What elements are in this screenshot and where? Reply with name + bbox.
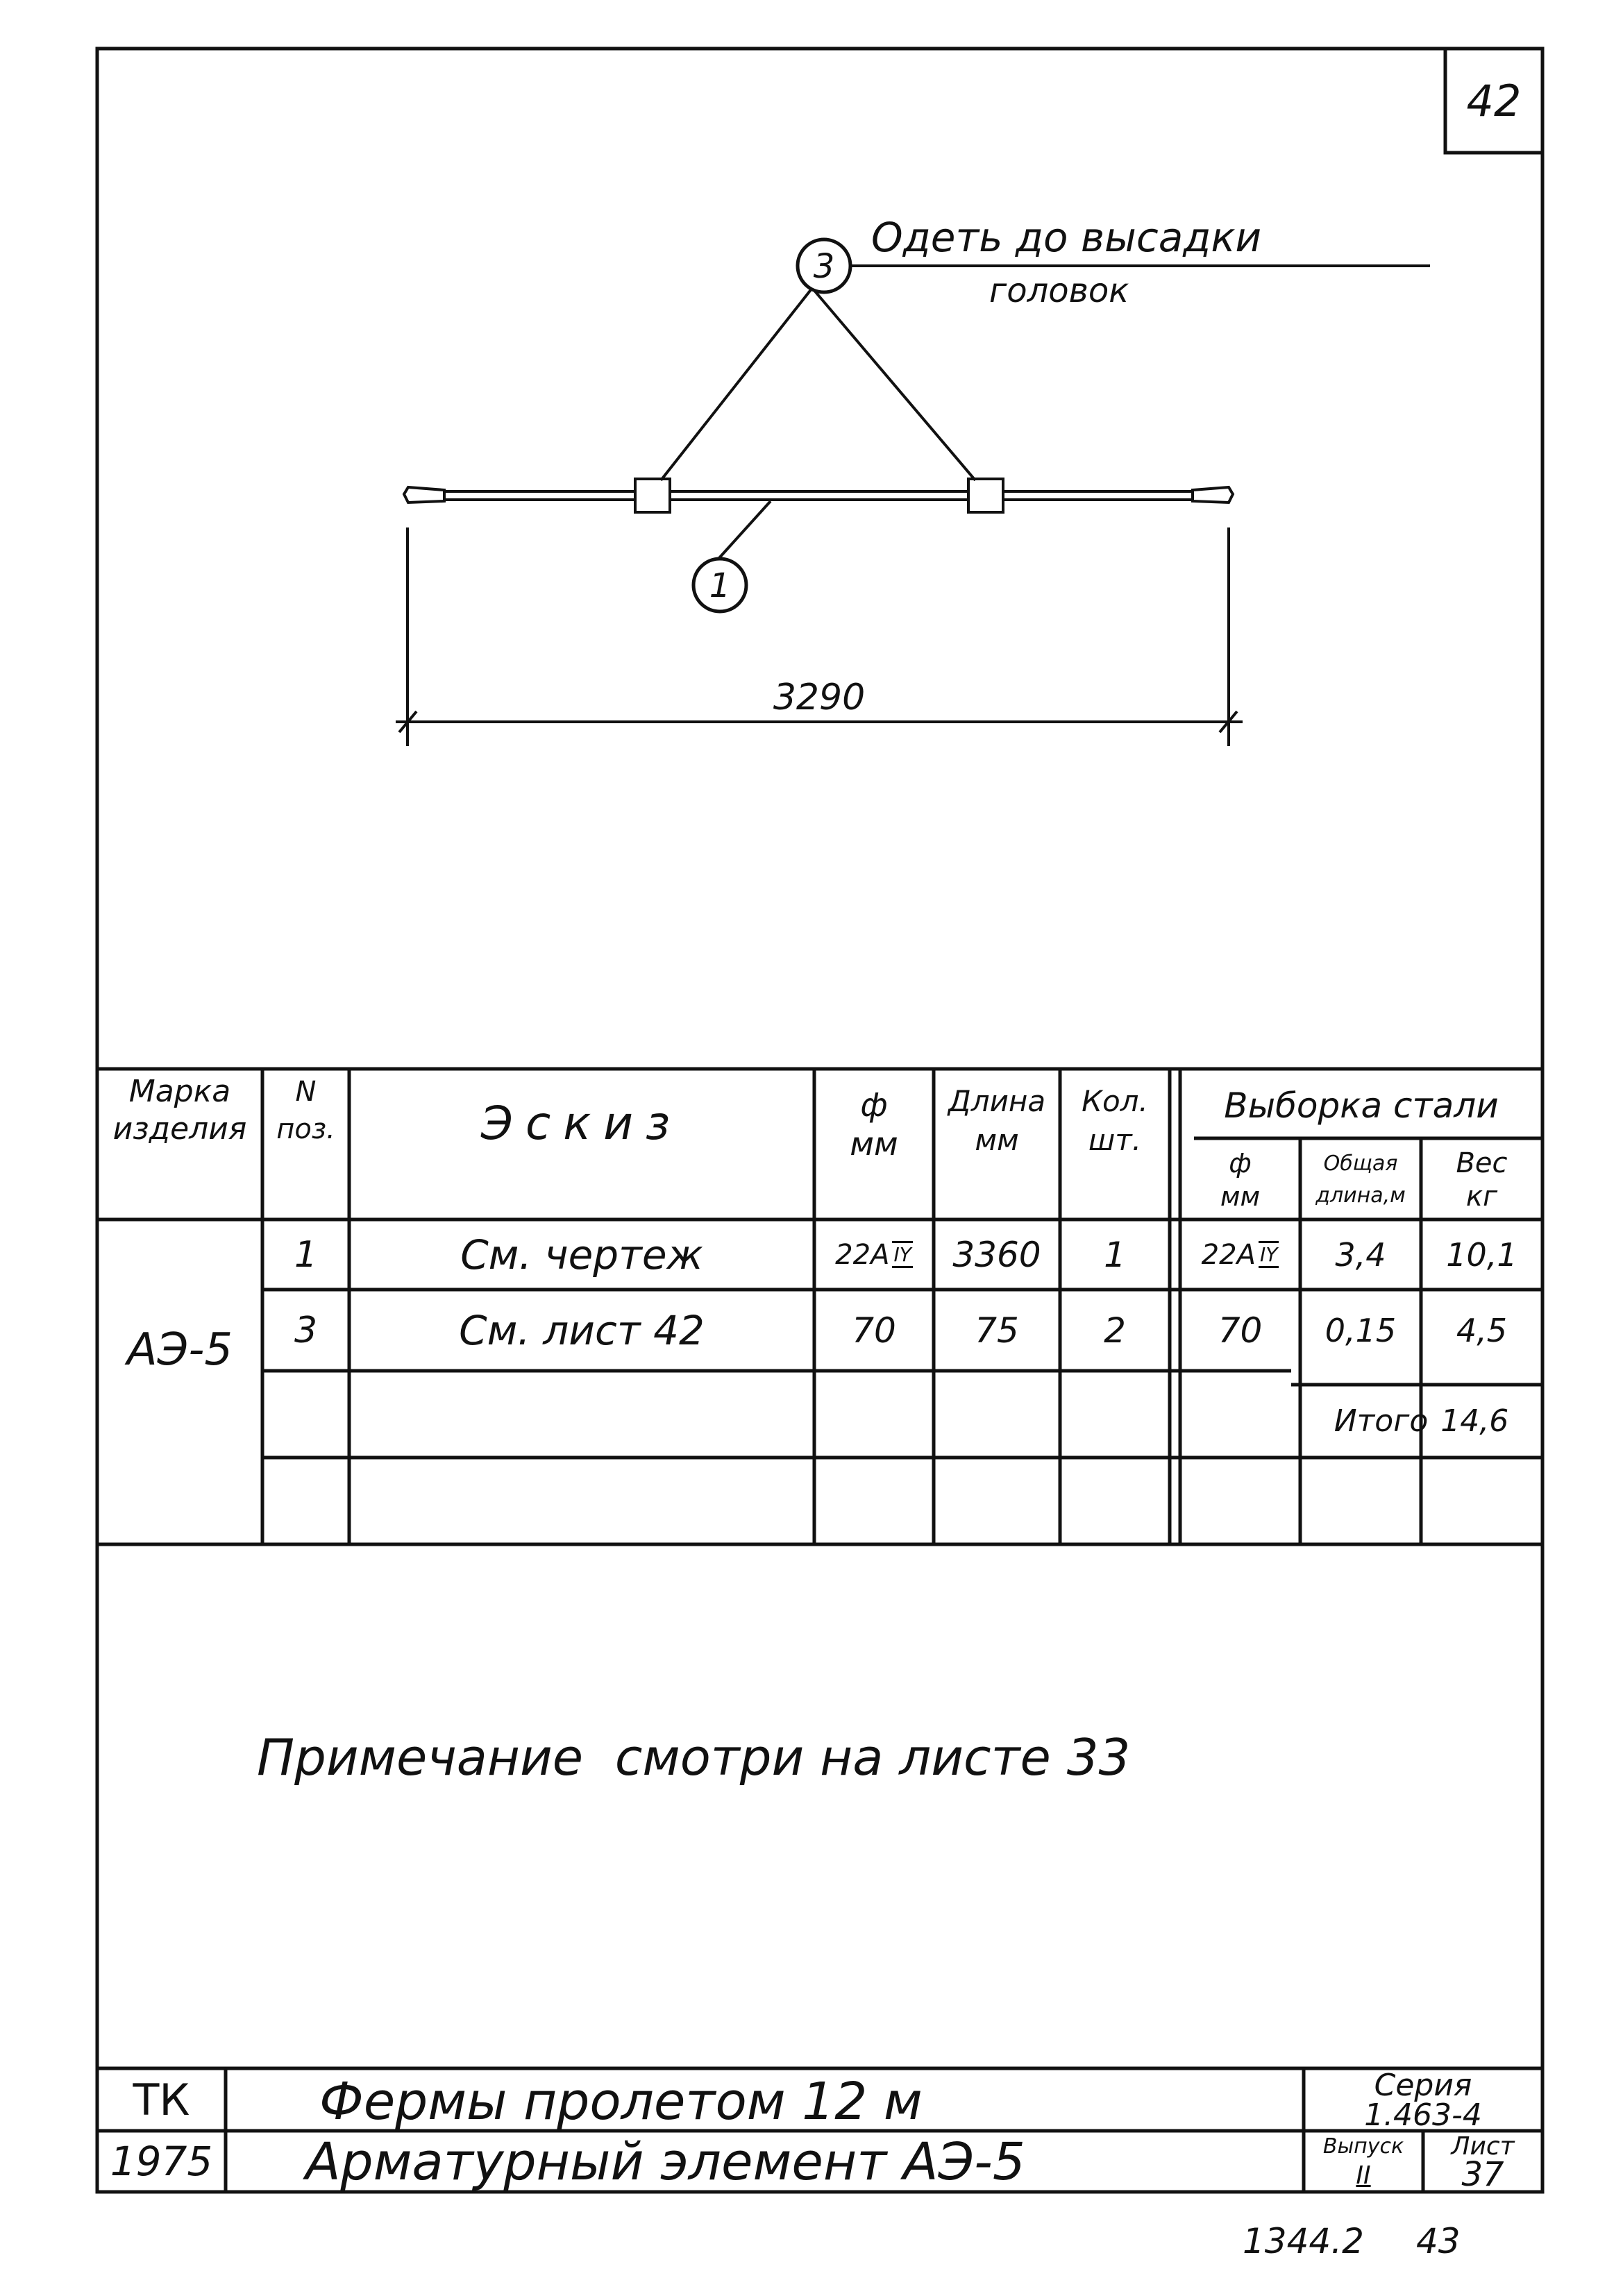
title-line-2: Арматурный элемент АЭ-5 xyxy=(305,2132,1025,2192)
header-weight-line-1: Вес xyxy=(1456,1147,1508,1179)
footer-page: 43 xyxy=(1416,2221,1461,2261)
row-1-length: 3360 xyxy=(952,1234,1041,1275)
row-2-quantity: 2 xyxy=(1104,1310,1126,1351)
header-length-line-1: Длина xyxy=(948,1084,1046,1118)
title-block-year: 1975 xyxy=(110,2138,213,2185)
sheet-label: Лист xyxy=(1451,2132,1515,2161)
total-label: Итого xyxy=(1334,1403,1429,1439)
total-value: 14,6 xyxy=(1440,1403,1509,1439)
callout-3-label: 3 xyxy=(813,247,835,286)
issue-label: Выпуск xyxy=(1322,2134,1404,2159)
series-value: 1.463-4 xyxy=(1364,2097,1482,2133)
header-diameter-line-2: мм xyxy=(850,1125,898,1163)
assembly-note-line-2: головок xyxy=(989,271,1129,310)
row-1-quantity: 1 xyxy=(1104,1234,1126,1275)
row-2-steel-diameter: 70 xyxy=(1218,1310,1263,1351)
sheet-number: 42 xyxy=(1466,75,1522,126)
header-sketch: Эскиз xyxy=(480,1097,683,1150)
header-diameter xyxy=(814,1083,934,1166)
header-mark-line-1: Марка xyxy=(128,1074,231,1109)
issue-value: II xyxy=(1356,2161,1371,2190)
header-diameter-line-1: ф xyxy=(860,1086,888,1124)
row-1-diameter xyxy=(814,1219,934,1290)
header-steel-selection: Выборка стали xyxy=(1224,1085,1499,1126)
product-mark: АЭ-5 xyxy=(126,1324,233,1376)
sheet-value: 37 xyxy=(1461,2155,1504,2194)
row-2-sketch: См. лист 42 xyxy=(459,1306,705,1354)
footer-code: 1344.2 xyxy=(1243,2221,1364,2261)
header-steel-diameter xyxy=(1180,1142,1300,1218)
header-mark-line-2: изделия xyxy=(112,1111,247,1147)
row-2-position: 3 xyxy=(294,1309,318,1351)
header-steel-diameter-line-1: ф xyxy=(1229,1148,1252,1179)
row-2-length: 75 xyxy=(975,1310,1019,1351)
header-length-line-2: мм xyxy=(975,1123,1019,1157)
row-1-steel-class: IY xyxy=(892,1241,912,1268)
row-2-diameter: 70 xyxy=(852,1310,896,1351)
header-total-length xyxy=(1300,1142,1421,1218)
row-1-steel-diameter-value: 22А xyxy=(1201,1238,1256,1271)
header-total-length-line-1: Общая xyxy=(1323,1151,1398,1176)
assembly-note-line-1: Одеть до высадки xyxy=(871,214,1262,261)
total-row xyxy=(1300,1385,1542,1458)
row-1-sketch: См. чертеж xyxy=(460,1231,703,1278)
row-2-total-length: 0,15 xyxy=(1325,1311,1397,1349)
row-1-position: 1 xyxy=(294,1233,318,1276)
row-1-weight: 10,1 xyxy=(1446,1235,1517,1274)
row-1-steel-diameter xyxy=(1180,1219,1300,1290)
header-quantity-line-2: шт. xyxy=(1088,1123,1142,1157)
note-text: Примечание смотри на листе 33 xyxy=(257,1728,1131,1787)
header-total-length-line-2: длина,м xyxy=(1315,1183,1406,1208)
callout-1-label: 1 xyxy=(709,566,731,605)
header-pos-line-2: поз. xyxy=(276,1113,335,1145)
header-quantity xyxy=(1060,1079,1170,1163)
header-quantity-line-1: Кол. xyxy=(1082,1084,1148,1118)
header-weight-line-2: кг xyxy=(1465,1181,1498,1213)
row-2-weight: 4,5 xyxy=(1456,1311,1508,1349)
length-dimension: 3290 xyxy=(773,677,866,718)
title-block-tk: ТК xyxy=(133,2074,190,2125)
header-steel-diameter-line-2: мм xyxy=(1220,1181,1261,1212)
header-weight xyxy=(1421,1142,1542,1218)
row-1-diameter-value: 22А xyxy=(835,1238,890,1271)
row-1-steel-diameter-class: IY xyxy=(1259,1241,1279,1268)
header-pos xyxy=(262,1072,349,1149)
title-line-1: Фермы пролетом 12 м xyxy=(319,2072,923,2132)
header-length xyxy=(934,1079,1060,1163)
header-mark xyxy=(97,1072,262,1149)
header-pos-line-1: N xyxy=(295,1076,317,1108)
row-1-total-length: 3,4 xyxy=(1335,1235,1386,1274)
series-label: Серия xyxy=(1374,2067,1472,2103)
